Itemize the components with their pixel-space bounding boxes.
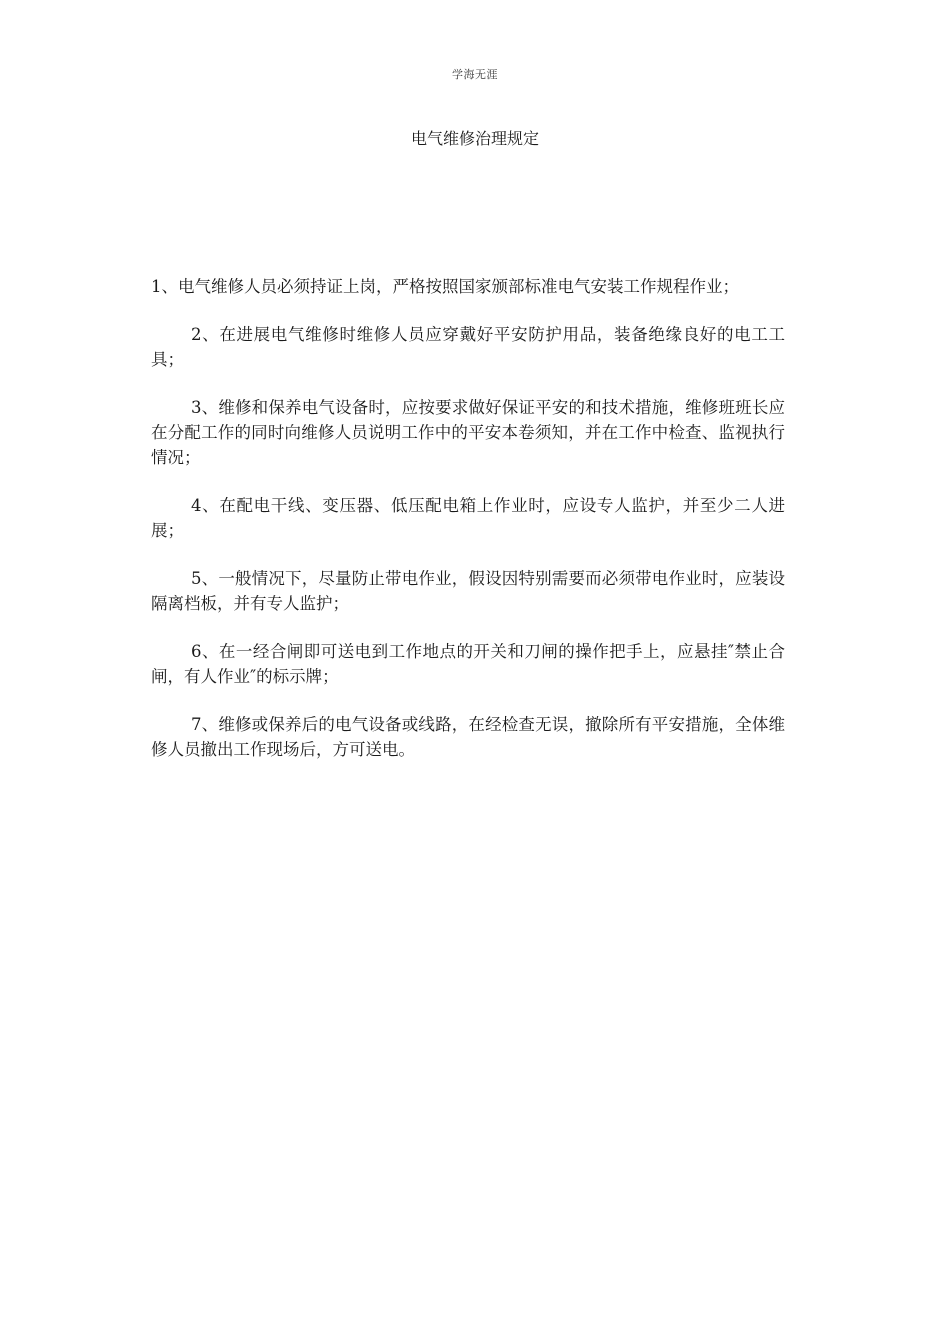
rule-paragraph-6: 6、在一经合闸即可送电到工作地点的开关和刀闸的操作把手上，应悬挂″禁止合闸，有人作业″的标示牌； <box>151 642 785 686</box>
rule-paragraph-7: 7、维修或保养后的电气设备或线路，在经检查无误，撤除所有平安措施，全体维修人员撤出工作现场后，方可送电。 <box>151 715 785 759</box>
rule-paragraph-3: 3、维修和保养电气设备时，应按要求做好保证平安的和技术措施，维修班班长应在分配工作的同时向维修人员说明工作中的平安本卷须知，并在工作中检查、监视执行情况； <box>151 398 785 467</box>
document-body <box>151 274 785 785</box>
rule-paragraph-5: 5、一般情况下，尽量防止带电作业，假设因特别需要而必须带电作业时，应装设隔离档板，并有专人监护； <box>151 569 785 613</box>
document-title: 电气维修治理规定 <box>410 129 539 148</box>
rule-paragraph-4: 4、在配电干线、变压器、低压配电箱上作业时，应设专人监护，并至少二人进展； <box>151 496 785 540</box>
rule-paragraph-2: 2、在进展电气维修时维修人员应穿戴好平安防护用品，装备绝缘良好的电工工具； <box>151 325 785 369</box>
rule-paragraph-1: 1、电气维修人员必须持证上岗，严格按照国家颁部标准电气安装工作规程作业； <box>151 277 739 296</box>
page-header: 学海无涯 <box>452 68 498 81</box>
